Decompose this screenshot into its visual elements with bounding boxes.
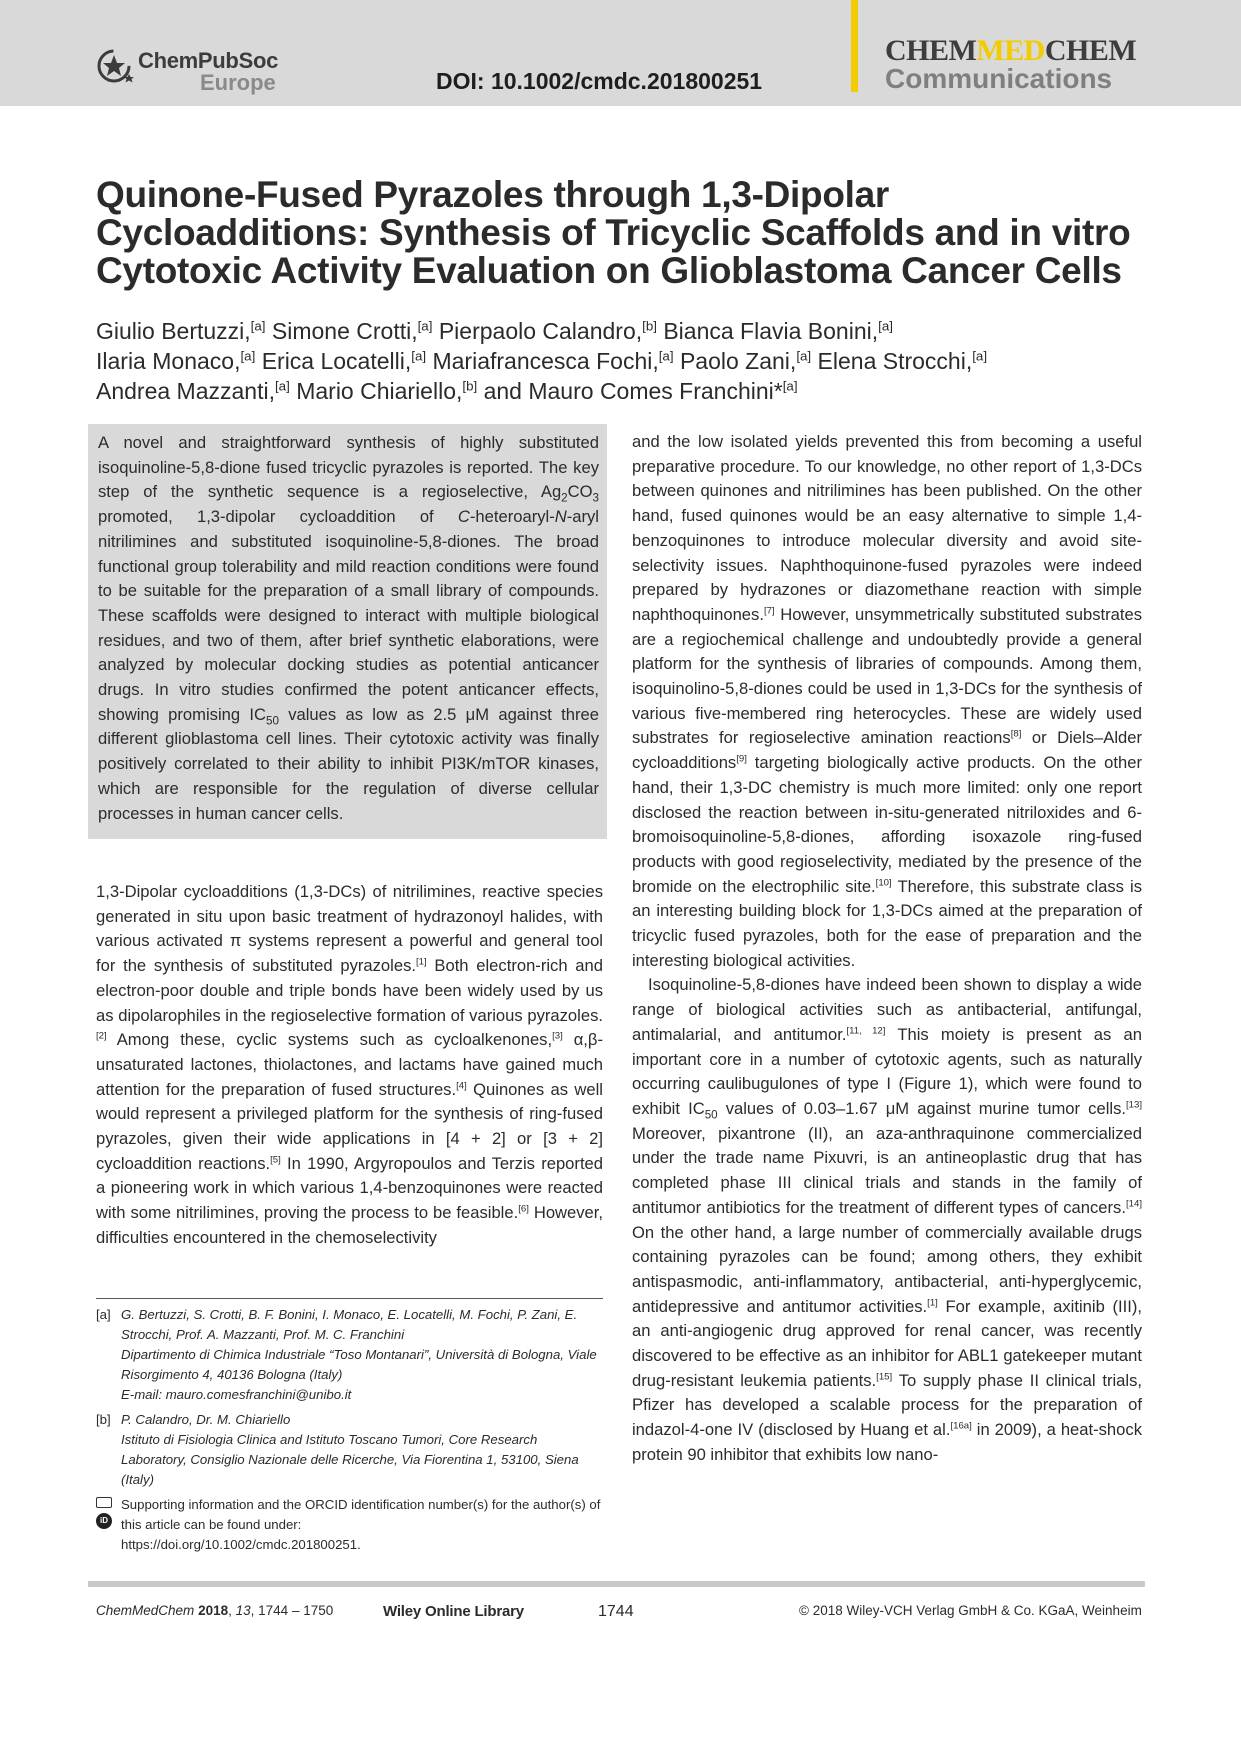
citation-pages: , 1744 – 1750 [250,1603,334,1618]
affiliation-b [96,1410,603,1490]
paragraph [632,973,1142,1467]
journal-name-part1: CHEM [885,34,977,67]
reference-link[interactable]: [11, 12] [846,1025,886,1037]
journal-name-part2: MED [976,34,1045,67]
affiliation-marker: [a] [658,348,674,364]
supporting-info-link[interactable]: https://doi.org/10.1002/cmdc.201800251. [121,1537,361,1552]
reference-link[interactable]: [14] [1125,1198,1142,1210]
citation-volume: 13 [235,1603,251,1618]
reference-link[interactable]: [5] [270,1154,281,1166]
reference-link[interactable]: [10] [875,877,892,889]
author-list [96,316,1156,406]
body-text: Among these, cyclic systems such as cycloalkenones, [106,1030,553,1050]
subscript: 50 [266,714,279,728]
journal-name-part3: CHEM [1044,34,1137,67]
author: Pierpaolo Calandro, [438,318,643,344]
journal-accent-bar [851,0,858,92]
body-text: in 2009), a heat-shock protein 90 inhibitor that exhibits low nano- [632,1420,1142,1464]
body-text-right-column [632,430,1142,1468]
author: Andrea Mazzanti, [96,378,275,404]
footer-rule [88,1581,1145,1587]
affiliation-names: P. Calandro, Dr. M. Chiariello [121,1412,291,1427]
affiliation-marker: [b] [462,378,478,394]
body-text-left-column [96,880,603,1251]
abstract-text: A novel and straightforward synthesis of highly substituted isoquinoline-5,8-dione fused tricyclic pyrazoles is reported. The key step of the synthetic sequence is a regioselective, Ag [98,433,599,502]
affiliation-marker: [a] [796,348,812,364]
copyright: © 2018 Wiley-VCH Verlag GmbH & Co. KGaA, Weinheim [799,1603,1142,1618]
reference-link[interactable]: [16a] [950,1420,972,1432]
affiliation-address: Dipartimento di Chimica Industriale “Toso Montanari”, Università di Bologna, Viale Risorgimento 4, 40136 Bologna (Italy) [121,1347,597,1382]
body-text: values of 0.03–1.67 μM against murine tumor cells. [717,1098,1126,1118]
affiliation-marker: [a] [274,378,290,394]
paragraph [632,430,1142,973]
author: Elena Strocchi, [817,348,973,374]
paragraph [96,880,603,1251]
page-number: 1744 [598,1603,634,1620]
body-text: Both electron-rich and electron-poor double and triple bonds have been widely used by us as dipolarophiles in the regioselective formation of various pyrazoles. [96,956,603,1025]
page-header [0,0,1241,106]
reference-link[interactable]: [4] [456,1080,467,1092]
abstract-text: -aryl nitrilimines and substituted isoquinoline-5,8-diones. The broad functional group tolerability and mild reaction conditions were found to be suitable for the preparation of a small library of compounds. These scaffolds were designed to interact with multiple biological residues, and two of them, after brief synthetic elaborations, were analyzed by molecular docking studies as potential anticancer drugs. In vitro studies confirmed the potent anticancer effects, showing promising IC [98,507,599,724]
chempubsoc-star-icon [96,46,136,86]
chempubsoc-logo[interactable] [96,44,286,96]
footnote-divider [96,1298,603,1299]
abstract-text: values as low as 2.5 μM against three different glioblastoma cell lines. Their cytotoxic activity was finally positively correlated to their ability to inhibit PI3K/mTOR kinases, which are responsible for the regulation of diverse cellular processes in human cancer cells. [98,704,599,823]
body-text: α,β-unsaturated lactones, thiolactones, and lactams have gained much attention for the preparation of fused structures. [96,1030,603,1099]
society-region: Europe [200,70,276,95]
si-icons [96,1497,114,1529]
citation: ChemMedChem 2018, 13, 1744 – 1750 [96,1603,334,1618]
supporting-info-text: Supporting information and the ORCID identification number(s) for the author(s) of this article can be found under: [121,1497,601,1532]
italic-text: N [554,507,567,527]
subscript: 2 [561,491,568,505]
affiliation-marker: [a] [782,378,798,394]
author: Ilaria Monaco, [96,348,241,374]
abstract-box [88,424,607,839]
wiley-online-library-link[interactable]: Wiley Online Library [383,1603,524,1620]
corresponding-author: and Mauro Comes Franchini* [483,378,783,404]
subscript: 50 [704,1108,718,1122]
society-name: ChemPubSoc [138,48,279,73]
author: Erica Locatelli, [261,348,412,374]
doi-label[interactable]: DOI: 10.1002/cmdc.201800251 [436,68,763,94]
body-text: This moiety is present as an important core in a number of cytotoxic agents, such as naturally occurring caulibugulones of type I (Figure 1), which were found to exhibit IC [632,1024,1143,1118]
reference-link[interactable]: [7] [763,605,775,617]
affiliation-marker: [a] [240,348,256,364]
body-text: targeting biologically active products. On the other hand, their 1,3-DC chemistry is much more limited: only one report disclosed the reaction between in-situ-generated nitriloxides and 6-bromoisoquinoline-5,8-diones, affording isoxazole ring-fused products with good regioselectivity, mediated by the presence of the bromide on the electrophilic site. [632,753,1142,896]
affiliation-names: G. Bertuzzi, S. Crotti, B. F. Bonini, I. Monaco, E. Locatelli, M. Fochi, P. Zani, E. Strocchi, Prof. A. Mazzanti, Prof. M. C. Franchini [121,1307,578,1342]
subscript: 3 [592,491,599,505]
affiliation-tag: [a] [96,1307,111,1322]
article-title: Quinone-Fused Pyrazoles through 1,3-Dipolar Cycloadditions: Synthesis of Tricyclic Scaffolds and in vitro Cytotoxic Activity Evaluation on Glioblastoma Cancer Cells [96,174,1131,291]
reference-link[interactable]: [6] [518,1203,529,1215]
author: Paolo Zani, [679,348,797,374]
abstract-text: promoted, 1,3-dipolar cycloaddition of [98,507,458,527]
body-text: or Diels–Alder cycloadditions [632,728,1142,773]
author: Mariafrancesca Fochi, [432,348,659,374]
body-text: For example, axitinib (III), an anti-angiogenic drug approved for renal cancer, was recently discovered to be effective as an inhibitor for ABL1 gatekeeper mutant drug-resistant leukemia patients. [632,1296,1142,1390]
affiliation-marker: [a] [250,318,266,334]
reference-link[interactable]: [8] [1010,728,1022,740]
affiliation-marker: [a] [878,318,893,334]
body-text: Moreover, pixantrone (II), an aza-anthraquinone commercialized under the trade name Pixuvri, is an antineoplastic drug that has completed phase III clinical trials and stands in the family of antitumor antibiotics for the treatment of different types of cancers. [632,1123,1142,1217]
body-text: In 1990, Argyropoulos and Terzis reported a pioneering work in which various 1,4-benzoquinones were reacted with some nitrilimines, proving the process to be feasible. [96,1153,604,1223]
laptop-icon [96,1497,112,1508]
affiliation-marker: [a] [972,348,988,364]
abstract-text: CO [567,482,593,502]
reference-link[interactable]: [1] [415,956,427,968]
affiliation-marker: [a] [411,348,427,364]
contact-email[interactable]: E-mail: mauro.comesfranchini@unibo.it [121,1387,352,1402]
footnotes [96,1305,603,1560]
body-text: To supply phase II clinical trials, Pfizer has developed a scalable process for the preparation of indazol-4-one IV (disclosed by Huang et al. [632,1370,1142,1440]
author: Simone Crotti, [271,318,418,344]
reference-link[interactable]: [13] [1125,1099,1143,1111]
body-text: However, difficulties encountered in the chemoselectivity [96,1203,604,1247]
body-text: and the low isolated yields prevented this from becoming a useful preparative procedure. To our knowledge, no other report of 1,3-DCs between quinones and nitrilimines has been published. On the other hand, fused quinones would be an easy alternative to simple 1,4-benzoquinones to introduce molecular diversity and avoid site-selectivity issues. Naphthoquinone-fused pyrazoles were indeed prepared by hydrazones or diazomethane reaction with simple naphthoquinones. [632,432,1142,624]
body-text: Therefore, this substrate class is an interesting building block for 1,3-DCs aimed at the preparation of tricyclic fused pyrazoles, both for the ease of preparation and the interesting biological activities. [632,876,1142,970]
affiliation-a [96,1305,603,1405]
body-text: However, unsymmetrically substituted substrates are a regiochemical challenge and undoubtedly provide a general platform for the synthesis of libraries of compounds. Among them, isoquinolino-5,8-diones could be used in 1,3-DCs for the synthesis of various five-membered ring heterocycles. These are widely used substrates for regioselective amination reactions [632,604,1142,748]
orcid-icon: iD [96,1513,112,1529]
citation-year: 2018 [198,1603,229,1618]
italic-text: C [457,507,470,527]
affiliation-tag: [b] [96,1412,111,1427]
article-type: Communications [885,63,1113,94]
affiliation-address: Istituto di Fisiologia Clinica and Istituto Toscano Tumori, Core Research Laboratory, Consiglio Nazionale delle Ricerche, Via Fiorentina 1, 53100, Siena (Italy) [121,1432,579,1487]
body-text: 1,3-Dipolar cycloadditions (1,3-DCs) of nitrilimines, reactive species generated in situ upon basic treatment of hydrazonoyl halides, with various activated π systems represent a powerful and general tool for the synthesis of substituted pyrazoles. [96,882,603,976]
author: Bianca Flavia Bonini, [663,318,879,344]
reference-link[interactable]: [3] [552,1030,563,1042]
affiliation-marker: [a] [417,318,433,334]
reference-link[interactable]: [1] [927,1297,938,1309]
affiliation-marker: [b] [642,318,657,334]
author: Giulio Bertuzzi, [96,318,251,344]
reference-link[interactable]: [9] [736,753,747,765]
body-text: Quinones as well would represent a privileged platform for the synthesis of ring-fused pyrazoles, given their wide applications in [4 + 2] or [3 + 2] cycloaddition reactions. [96,1079,603,1173]
author: Mario Chiariello, [296,378,463,404]
journal-abbrev: ChemMedChem [96,1603,195,1618]
reference-link[interactable]: [15] [876,1371,893,1383]
body-text: On the other hand, a large number of commercially available drugs containing pyrazoles can be found; among others, they exhibit antispasmodic, anti-inflammatory, antibacterial, anti-hyperglycemic, antidepressive and antitumor activities. [632,1222,1142,1316]
reference-link[interactable]: [2] [96,1030,107,1042]
abstract-text: -heteroaryl- [469,507,555,527]
body-text: Isoquinoline-5,8-diones have indeed been shown to display a wide range of biological activities such as antibacterial, antifungal, antimalarial, and antitumor. [632,975,1142,1044]
supporting-info-note [96,1495,603,1555]
